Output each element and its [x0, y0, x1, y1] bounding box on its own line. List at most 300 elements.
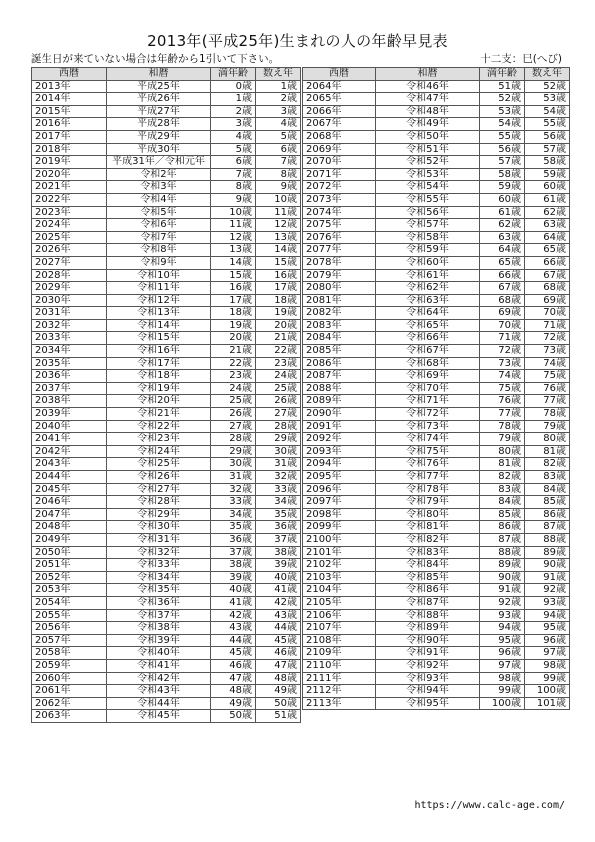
- cell-man-nenrei: 42歳: [211, 609, 256, 622]
- cell-wareki: 令和48年: [376, 105, 480, 118]
- cell-wareki: 令和78年: [376, 483, 480, 496]
- cell-wareki: 平成29年: [107, 130, 211, 143]
- cell-man-nenrei: 24歳: [211, 382, 256, 395]
- cell-man-nenrei: 7歳: [211, 168, 256, 181]
- cell-wareki: 令和13年: [107, 307, 211, 320]
- table-row: [303, 206, 570, 219]
- cell-wareki: 令和21年: [107, 408, 211, 421]
- table-row: [32, 219, 301, 232]
- cell-kazoe-doshi: 99歳: [525, 672, 570, 685]
- cell-wareki: 令和65年: [376, 319, 480, 332]
- cell-kazoe-doshi: 82歳: [525, 458, 570, 471]
- cell-man-nenrei: 63歳: [480, 231, 525, 244]
- cell-wareki: 令和89年: [376, 622, 480, 635]
- cell-seireki: 2089年: [303, 395, 376, 408]
- cell-kazoe-doshi: 50歳: [256, 697, 301, 710]
- cell-man-nenrei: 85歳: [480, 508, 525, 521]
- cell-man-nenrei: 32歳: [211, 483, 256, 496]
- cell-kazoe-doshi: 8歳: [256, 168, 301, 181]
- cell-kazoe-doshi: 24歳: [256, 370, 301, 383]
- cell-seireki: 2109年: [303, 647, 376, 660]
- cell-wareki: 令和33年: [107, 559, 211, 572]
- cell-man-nenrei: 89歳: [480, 559, 525, 572]
- cell-seireki: 2099年: [303, 521, 376, 534]
- cell-seireki: 2016年: [32, 118, 107, 131]
- cell-seireki: 2079年: [303, 269, 376, 282]
- header-man-nenrei: 満年齢: [480, 68, 525, 81]
- cell-wareki: 令和22年: [107, 420, 211, 433]
- cell-kazoe-doshi: 32歳: [256, 471, 301, 484]
- cell-wareki: 令和14年: [107, 319, 211, 332]
- cell-kazoe-doshi: 49歳: [256, 685, 301, 698]
- cell-seireki: 2088年: [303, 382, 376, 395]
- cell-seireki: 2027年: [32, 256, 107, 269]
- cell-kazoe-doshi: 27歳: [256, 408, 301, 421]
- cell-wareki: 令和92年: [376, 659, 480, 672]
- table-header-row: [32, 68, 301, 81]
- cell-man-nenrei: 74歳: [480, 370, 525, 383]
- cell-man-nenrei: 14歳: [211, 256, 256, 269]
- table-row: [32, 634, 301, 647]
- cell-wareki: 令和36年: [107, 596, 211, 609]
- cell-seireki: 2082年: [303, 307, 376, 320]
- cell-kazoe-doshi: 84歳: [525, 483, 570, 496]
- table-row: [303, 496, 570, 509]
- cell-seireki: 2090年: [303, 408, 376, 421]
- cell-seireki: 2036年: [32, 370, 107, 383]
- cell-man-nenrei: 58歳: [480, 168, 525, 181]
- cell-man-nenrei: 6歳: [211, 156, 256, 169]
- cell-kazoe-doshi: 92歳: [525, 584, 570, 597]
- age-table-right: [302, 67, 570, 710]
- cell-seireki: 2047年: [32, 508, 107, 521]
- cell-kazoe-doshi: 46歳: [256, 647, 301, 660]
- cell-seireki: 2045年: [32, 483, 107, 496]
- cell-man-nenrei: 43歳: [211, 622, 256, 635]
- cell-kazoe-doshi: 91歳: [525, 571, 570, 584]
- cell-kazoe-doshi: 77歳: [525, 395, 570, 408]
- cell-seireki: 2048年: [32, 521, 107, 534]
- cell-wareki: 令和82年: [376, 533, 480, 546]
- cell-wareki: 令和25年: [107, 458, 211, 471]
- cell-man-nenrei: 71歳: [480, 332, 525, 345]
- cell-wareki: 令和19年: [107, 382, 211, 395]
- cell-seireki: 2101年: [303, 546, 376, 559]
- table-row: [303, 319, 570, 332]
- cell-man-nenrei: 94歳: [480, 622, 525, 635]
- cell-man-nenrei: 31歳: [211, 471, 256, 484]
- cell-man-nenrei: 22歳: [211, 357, 256, 370]
- page-title: 2013年(平成25年)生まれの人の年齢早見表: [147, 32, 448, 50]
- cell-man-nenrei: 16歳: [211, 282, 256, 295]
- cell-kazoe-doshi: 38歳: [256, 546, 301, 559]
- cell-seireki: 2100年: [303, 533, 376, 546]
- cell-man-nenrei: 93歳: [480, 609, 525, 622]
- cell-kazoe-doshi: 58歳: [525, 156, 570, 169]
- cell-kazoe-doshi: 68歳: [525, 282, 570, 295]
- table-row: [32, 319, 301, 332]
- header-man-nenrei: 満年齢: [211, 68, 256, 81]
- cell-seireki: 2052年: [32, 571, 107, 584]
- table-row: [32, 408, 301, 421]
- cell-man-nenrei: 46歳: [211, 659, 256, 672]
- cell-seireki: 2050年: [32, 546, 107, 559]
- header-kazoe-doshi: 数え年: [256, 68, 301, 81]
- cell-wareki: 令和49年: [376, 118, 480, 131]
- cell-kazoe-doshi: 95歳: [525, 622, 570, 635]
- cell-man-nenrei: 9歳: [211, 193, 256, 206]
- cell-seireki: 2028年: [32, 269, 107, 282]
- cell-man-nenrei: 55歳: [480, 130, 525, 143]
- cell-wareki: 令和23年: [107, 433, 211, 446]
- cell-seireki: 2017年: [32, 130, 107, 143]
- cell-wareki: 令和8年: [107, 244, 211, 257]
- table-row: [303, 634, 570, 647]
- header-wareki: 和暦: [376, 68, 480, 81]
- cell-man-nenrei: 69歳: [480, 307, 525, 320]
- cell-kazoe-doshi: 16歳: [256, 269, 301, 282]
- cell-wareki: 令和42年: [107, 672, 211, 685]
- table-row: [303, 622, 570, 635]
- cell-seireki: 2085年: [303, 345, 376, 358]
- table-row: [303, 282, 570, 295]
- cell-wareki: 令和40年: [107, 647, 211, 660]
- table-row: [303, 609, 570, 622]
- cell-wareki: 令和61年: [376, 269, 480, 282]
- cell-wareki: 令和44年: [107, 697, 211, 710]
- cell-kazoe-doshi: 20歳: [256, 319, 301, 332]
- cell-seireki: 2072年: [303, 181, 376, 194]
- cell-kazoe-doshi: 63歳: [525, 219, 570, 232]
- table-row: [303, 370, 570, 383]
- cell-kazoe-doshi: 42歳: [256, 596, 301, 609]
- cell-kazoe-doshi: 97歳: [525, 647, 570, 660]
- cell-kazoe-doshi: 48歳: [256, 672, 301, 685]
- cell-kazoe-doshi: 60歳: [525, 181, 570, 194]
- cell-wareki: 令和55年: [376, 193, 480, 206]
- cell-man-nenrei: 49歳: [211, 697, 256, 710]
- cell-kazoe-doshi: 13歳: [256, 231, 301, 244]
- cell-kazoe-doshi: 98歳: [525, 659, 570, 672]
- cell-man-nenrei: 78歳: [480, 420, 525, 433]
- table-row: [32, 672, 301, 685]
- cell-wareki: 令和57年: [376, 219, 480, 232]
- table-row: [32, 395, 301, 408]
- table-row: [32, 533, 301, 546]
- cell-wareki: 令和18年: [107, 370, 211, 383]
- cell-seireki: 2112年: [303, 685, 376, 698]
- cell-man-nenrei: 56歳: [480, 143, 525, 156]
- cell-man-nenrei: 4歳: [211, 130, 256, 143]
- cell-kazoe-doshi: 21歳: [256, 332, 301, 345]
- cell-man-nenrei: 52歳: [480, 93, 525, 106]
- cell-wareki: 令和72年: [376, 408, 480, 421]
- cell-man-nenrei: 33歳: [211, 496, 256, 509]
- cell-kazoe-doshi: 74歳: [525, 357, 570, 370]
- cell-wareki: 平成26年: [107, 93, 211, 106]
- table-row: [303, 533, 570, 546]
- cell-wareki: 令和83年: [376, 546, 480, 559]
- cell-kazoe-doshi: 94歳: [525, 609, 570, 622]
- table-row: [303, 168, 570, 181]
- table-row: [32, 130, 301, 143]
- cell-seireki: 2037年: [32, 382, 107, 395]
- cell-wareki: 令和29年: [107, 508, 211, 521]
- cell-kazoe-doshi: 71歳: [525, 319, 570, 332]
- cell-seireki: 2086年: [303, 357, 376, 370]
- cell-man-nenrei: 57歳: [480, 156, 525, 169]
- table-row: [32, 244, 301, 257]
- cell-man-nenrei: 47歳: [211, 672, 256, 685]
- cell-wareki: 令和59年: [376, 244, 480, 257]
- cell-man-nenrei: 86歳: [480, 521, 525, 534]
- cell-wareki: 令和52年: [376, 156, 480, 169]
- cell-man-nenrei: 45歳: [211, 647, 256, 660]
- cell-wareki: 令和70年: [376, 382, 480, 395]
- cell-seireki: 2042年: [32, 445, 107, 458]
- cell-seireki: 2091年: [303, 420, 376, 433]
- cell-seireki: 2023年: [32, 206, 107, 219]
- table-row: [303, 420, 570, 433]
- cell-seireki: 2105年: [303, 596, 376, 609]
- cell-kazoe-doshi: 28歳: [256, 420, 301, 433]
- cell-kazoe-doshi: 100歳: [525, 685, 570, 698]
- cell-man-nenrei: 91歳: [480, 584, 525, 597]
- cell-seireki: 2061年: [32, 685, 107, 698]
- cell-seireki: 2110年: [303, 659, 376, 672]
- cell-man-nenrei: 17歳: [211, 294, 256, 307]
- cell-seireki: 2106年: [303, 609, 376, 622]
- cell-man-nenrei: 65歳: [480, 256, 525, 269]
- cell-seireki: 2031年: [32, 307, 107, 320]
- cell-seireki: 2084年: [303, 332, 376, 345]
- cell-wareki: 令和30年: [107, 521, 211, 534]
- cell-seireki: 2067年: [303, 118, 376, 131]
- table-row: [303, 93, 570, 106]
- cell-seireki: 2113年: [303, 697, 376, 710]
- cell-man-nenrei: 1歳: [211, 93, 256, 106]
- cell-seireki: 2025年: [32, 231, 107, 244]
- table-row: [303, 445, 570, 458]
- cell-man-nenrei: 20歳: [211, 332, 256, 345]
- cell-kazoe-doshi: 57歳: [525, 143, 570, 156]
- cell-wareki: 令和54年: [376, 181, 480, 194]
- table-row: [32, 483, 301, 496]
- cell-seireki: 2111年: [303, 672, 376, 685]
- cell-kazoe-doshi: 86歳: [525, 508, 570, 521]
- cell-seireki: 2014年: [32, 93, 107, 106]
- table-row: [32, 445, 301, 458]
- cell-kazoe-doshi: 47歳: [256, 659, 301, 672]
- cell-man-nenrei: 35歳: [211, 521, 256, 534]
- table-row: [32, 118, 301, 131]
- table-row: [32, 697, 301, 710]
- cell-wareki: 平成28年: [107, 118, 211, 131]
- cell-kazoe-doshi: 9歳: [256, 181, 301, 194]
- table-row: [303, 345, 570, 358]
- cell-kazoe-doshi: 19歳: [256, 307, 301, 320]
- cell-man-nenrei: 15歳: [211, 269, 256, 282]
- cell-wareki: 令和67年: [376, 345, 480, 358]
- cell-seireki: 2074年: [303, 206, 376, 219]
- cell-man-nenrei: 37歳: [211, 546, 256, 559]
- cell-man-nenrei: 80歳: [480, 445, 525, 458]
- cell-seireki: 2068年: [303, 130, 376, 143]
- cell-seireki: 2043年: [32, 458, 107, 471]
- table-row: [303, 357, 570, 370]
- table-row: [32, 193, 301, 206]
- cell-seireki: 2095年: [303, 471, 376, 484]
- cell-seireki: 2064年: [303, 80, 376, 93]
- cell-man-nenrei: 39歳: [211, 571, 256, 584]
- cell-man-nenrei: 18歳: [211, 307, 256, 320]
- cell-man-nenrei: 29歳: [211, 445, 256, 458]
- cell-kazoe-doshi: 17歳: [256, 282, 301, 295]
- cell-kazoe-doshi: 33歳: [256, 483, 301, 496]
- cell-seireki: 2053年: [32, 584, 107, 597]
- table-row: [303, 332, 570, 345]
- cell-kazoe-doshi: 64歳: [525, 231, 570, 244]
- cell-kazoe-doshi: 61歳: [525, 193, 570, 206]
- cell-man-nenrei: 51歳: [480, 80, 525, 93]
- cell-man-nenrei: 67歳: [480, 282, 525, 295]
- cell-wareki: 令和5年: [107, 206, 211, 219]
- table-row: [32, 584, 301, 597]
- cell-kazoe-doshi: 53歳: [525, 93, 570, 106]
- table-row: [303, 294, 570, 307]
- cell-kazoe-doshi: 29歳: [256, 433, 301, 446]
- cell-seireki: 2062年: [32, 697, 107, 710]
- cell-seireki: 2054年: [32, 596, 107, 609]
- cell-wareki: 令和63年: [376, 294, 480, 307]
- table-row: [32, 143, 301, 156]
- table-row: [32, 105, 301, 118]
- cell-seireki: 2015年: [32, 105, 107, 118]
- cell-seireki: 2071年: [303, 168, 376, 181]
- table-row: [32, 659, 301, 672]
- table-row: [303, 672, 570, 685]
- cell-seireki: 2039年: [32, 408, 107, 421]
- cell-wareki: 令和53年: [376, 168, 480, 181]
- cell-kazoe-doshi: 2歳: [256, 93, 301, 106]
- table-row: [32, 93, 301, 106]
- cell-kazoe-doshi: 22歳: [256, 345, 301, 358]
- cell-man-nenrei: 64歳: [480, 244, 525, 257]
- cell-wareki: 令和94年: [376, 685, 480, 698]
- cell-kazoe-doshi: 12歳: [256, 219, 301, 232]
- cell-wareki: 令和20年: [107, 395, 211, 408]
- cell-seireki: 2076年: [303, 231, 376, 244]
- cell-seireki: 2077年: [303, 244, 376, 257]
- cell-man-nenrei: 10歳: [211, 206, 256, 219]
- cell-kazoe-doshi: 65歳: [525, 244, 570, 257]
- cell-wareki: 令和26年: [107, 471, 211, 484]
- cell-wareki: 令和2年: [107, 168, 211, 181]
- table-row: [303, 647, 570, 660]
- cell-seireki: 2066年: [303, 105, 376, 118]
- cell-kazoe-doshi: 26歳: [256, 395, 301, 408]
- table-row: [32, 382, 301, 395]
- table-row: [303, 193, 570, 206]
- cell-seireki: 2020年: [32, 168, 107, 181]
- cell-kazoe-doshi: 81歳: [525, 445, 570, 458]
- header-seireki: 西暦: [303, 68, 376, 81]
- cell-man-nenrei: 60歳: [480, 193, 525, 206]
- cell-seireki: 2083年: [303, 319, 376, 332]
- cell-wareki: 令和68年: [376, 357, 480, 370]
- cell-wareki: 令和73年: [376, 420, 480, 433]
- cell-seireki: 2065年: [303, 93, 376, 106]
- cell-kazoe-doshi: 69歳: [525, 294, 570, 307]
- table-row: [303, 584, 570, 597]
- cell-kazoe-doshi: 41歳: [256, 584, 301, 597]
- cell-seireki: 2024年: [32, 219, 107, 232]
- cell-seireki: 2069年: [303, 143, 376, 156]
- cell-seireki: 2104年: [303, 584, 376, 597]
- cell-seireki: 2019年: [32, 156, 107, 169]
- cell-wareki: 令和66年: [376, 332, 480, 345]
- table-row: [32, 471, 301, 484]
- cell-man-nenrei: 81歳: [480, 458, 525, 471]
- cell-kazoe-doshi: 51歳: [256, 710, 301, 723]
- cell-seireki: 2063年: [32, 710, 107, 723]
- cell-seireki: 2034年: [32, 345, 107, 358]
- cell-seireki: 2033年: [32, 332, 107, 345]
- cell-man-nenrei: 50歳: [211, 710, 256, 723]
- cell-wareki: 平成27年: [107, 105, 211, 118]
- cell-man-nenrei: 38歳: [211, 559, 256, 572]
- table-row: [303, 471, 570, 484]
- cell-man-nenrei: 19歳: [211, 319, 256, 332]
- cell-man-nenrei: 96歳: [480, 647, 525, 660]
- cell-kazoe-doshi: 56歳: [525, 130, 570, 143]
- cell-seireki: 2049年: [32, 533, 107, 546]
- cell-kazoe-doshi: 55歳: [525, 118, 570, 131]
- cell-kazoe-doshi: 73歳: [525, 345, 570, 358]
- cell-wareki: 令和80年: [376, 508, 480, 521]
- cell-man-nenrei: 48歳: [211, 685, 256, 698]
- cell-seireki: 2096年: [303, 483, 376, 496]
- cell-seireki: 2032年: [32, 319, 107, 332]
- table-row: [32, 609, 301, 622]
- cell-seireki: 2046年: [32, 496, 107, 509]
- cell-kazoe-doshi: 14歳: [256, 244, 301, 257]
- cell-wareki: 令和6年: [107, 219, 211, 232]
- cell-wareki: 令和10年: [107, 269, 211, 282]
- cell-wareki: 令和93年: [376, 672, 480, 685]
- cell-man-nenrei: 23歳: [211, 370, 256, 383]
- cell-wareki: 令和74年: [376, 433, 480, 446]
- table-row: [303, 571, 570, 584]
- table-row: [303, 156, 570, 169]
- cell-kazoe-doshi: 67歳: [525, 269, 570, 282]
- table-row: [303, 508, 570, 521]
- table-row: [32, 370, 301, 383]
- cell-kazoe-doshi: 54歳: [525, 105, 570, 118]
- table-row: [32, 80, 301, 93]
- cell-man-nenrei: 92歳: [480, 596, 525, 609]
- cell-man-nenrei: 100歳: [480, 697, 525, 710]
- table-row: [303, 659, 570, 672]
- cell-kazoe-doshi: 11歳: [256, 206, 301, 219]
- table-row: [303, 546, 570, 559]
- cell-seireki: 2022年: [32, 193, 107, 206]
- table-row: [303, 559, 570, 572]
- cell-man-nenrei: 68歳: [480, 294, 525, 307]
- cell-seireki: 2040年: [32, 420, 107, 433]
- table-row: [32, 420, 301, 433]
- cell-seireki: 2107年: [303, 622, 376, 635]
